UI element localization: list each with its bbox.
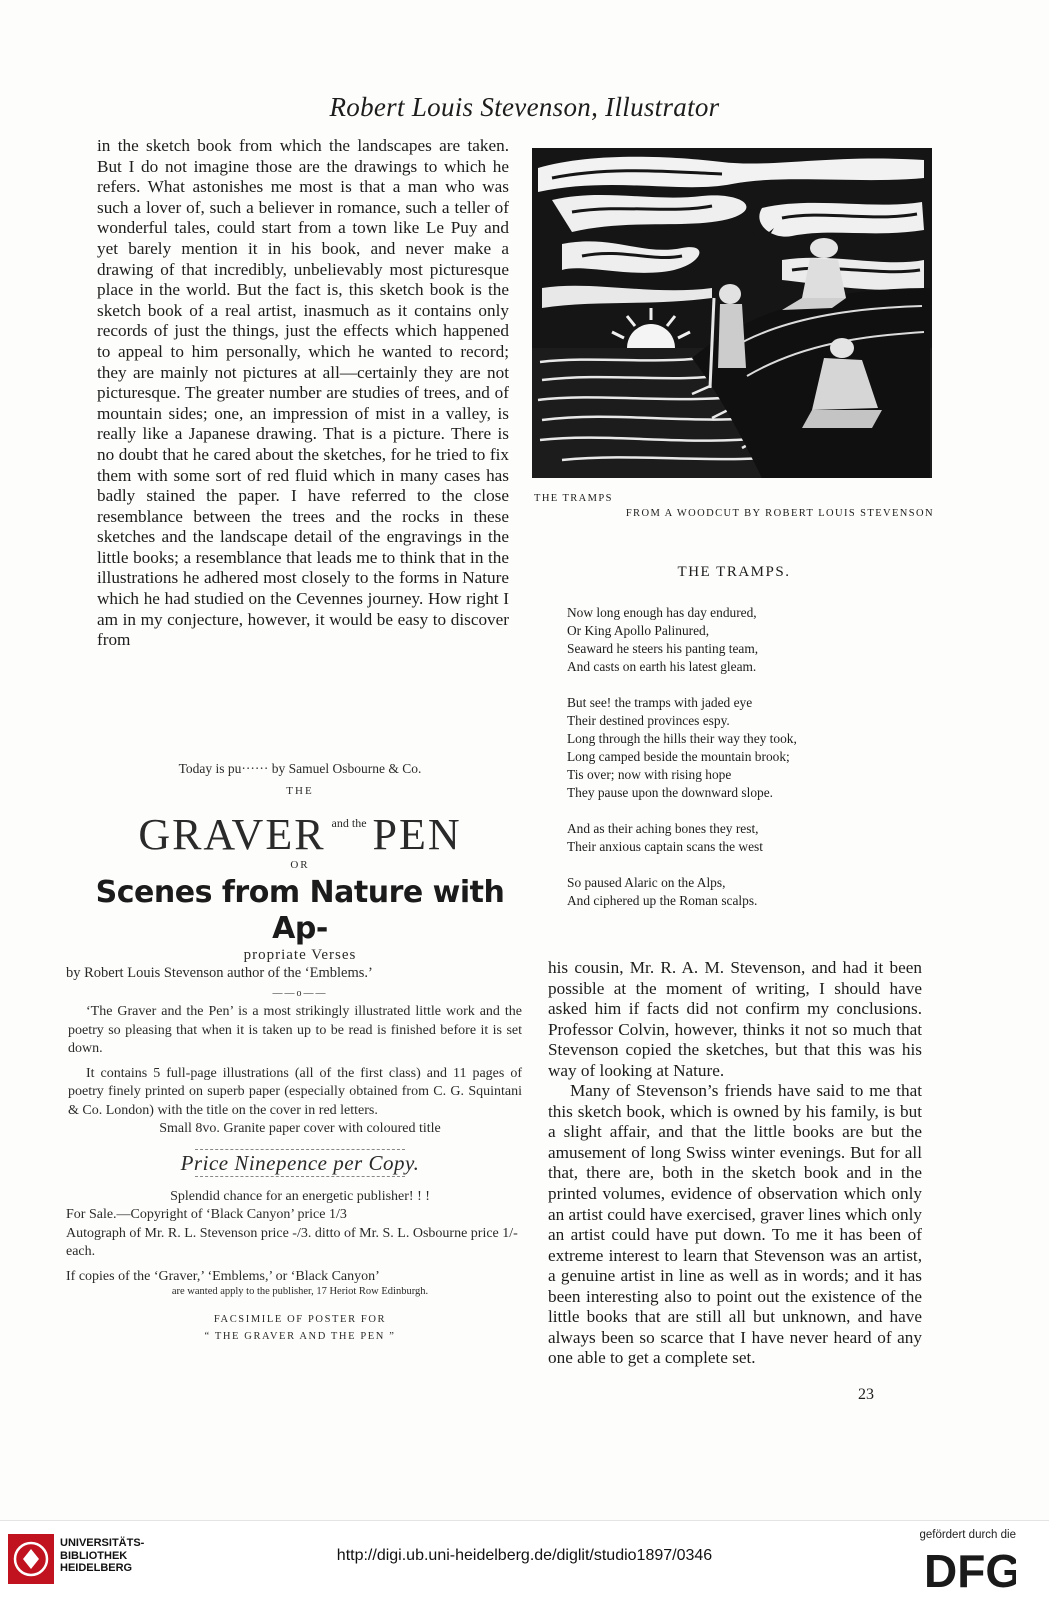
poster-price-text: Price Ninepence per Copy.: [180, 1150, 420, 1175]
poem-line: Seaward he steers his panting team,: [567, 641, 759, 656]
poem-line: And as their aching bones they rest,: [567, 821, 759, 836]
left-column: [97, 136, 509, 651]
poster-title-and-the: and the: [331, 816, 367, 830]
poster-title: [66, 799, 534, 859]
poster-title-graver: GRAVER: [138, 810, 326, 859]
poster-facsimile: [66, 755, 534, 1345]
poem-stanza-2: [567, 694, 927, 802]
poster-format: Small 8vo. Granite paper cover with coloured title: [159, 1121, 441, 1136]
library-name-line3: HEIDELBERG: [60, 1562, 133, 1574]
poster-contents: It contains 5 full-page illustrations (all of the first class) and 11 pages of poetry finely printed on superb paper (especially obtained from C. G. Squintani & Co. London) with the title on the cover in red letters.: [68, 1065, 522, 1118]
poem-line: So paused Alaric on the Alps,: [567, 875, 726, 890]
poem-line: Long through the hills their way they took,: [567, 731, 797, 746]
poem-title: THE TRAMPS.: [677, 564, 791, 580]
poem-line: Their anxious captain scans the west: [567, 839, 763, 854]
poem-stanza-4: [567, 874, 927, 910]
poster-caption-line2: “ THE GRAVER AND THE PEN ”: [204, 1331, 396, 1342]
dfg-logo-icon[interactable]: [924, 1547, 1016, 1597]
poster-caption: [66, 1311, 534, 1345]
price-rule-bottom: [195, 1176, 405, 1178]
poem-line: Their destined provinces espy.: [567, 713, 730, 728]
poster-title-pen: PEN: [372, 810, 462, 859]
poster-subtitle: Scenes from Nature with Ap-: [95, 875, 505, 946]
page-number: 23: [858, 1386, 874, 1403]
poster-description: ‘The Graver and the Pen’ is a most strikingly illustrated little work and the poetry so pleasing that when it is taken up to be read is finished before it is set down.: [68, 1004, 522, 1056]
permalink-url[interactable]: http://digi.ub.uni-heidelberg.de/diglit/studio1897/0346: [336, 1547, 713, 1564]
poster-or: OR: [290, 859, 310, 871]
poem-line: Tis over; now with rising hope: [567, 767, 732, 782]
running-head: Robert Louis Stevenson, Illustrator: [329, 92, 720, 122]
poster-byline: by Robert Louis Stevenson author of the ‘Emblems.’: [66, 965, 373, 981]
poster-address: are wanted apply to the publisher, 17 Heriot Row Edinburgh.: [171, 1286, 429, 1297]
poem: [567, 604, 927, 928]
poem-line: Now long enough has day endured,: [567, 605, 757, 620]
library-name-line1: UNIVERSITÄTS-: [60, 1537, 145, 1549]
poem-stanza-1: [567, 604, 927, 676]
poem-stanza-3: [567, 820, 927, 856]
poem-line: They pause upon the downward slope.: [567, 785, 774, 800]
right-column-paragraph-1: his cousin, Mr. R. A. M. Stevenson, and had it been possible at the moment of writing, I should have asked him if facts did not confirm my conclusions. Professor Colvin, however, thinks it not so much that Stevenson copied the sketches, but that this was his way of looking at Nature.: [548, 958, 922, 1080]
figure-caption-title: THE TRAMPS: [534, 493, 613, 504]
poster-the: THE: [286, 785, 314, 797]
funding-note: gefördert durch die: [919, 1529, 1016, 1541]
right-column: [548, 958, 922, 1369]
poster-for-sale: For Sale.—Copyright of ‘Black Canyon’ price 1/3: [66, 1207, 347, 1222]
poem-line: And ciphered up the Roman scalps.: [567, 893, 758, 908]
figure-caption: [534, 491, 934, 521]
poem-line: Or King Apollo Palinured,: [567, 623, 710, 638]
poem-line: Long camped beside the mountain brook;: [567, 749, 790, 764]
poem-line: But see! the tramps with jaded eye: [567, 695, 753, 710]
poster-caption-line1: FACSIMILE OF POSTER FOR: [213, 1314, 387, 1325]
left-column-text: in the sketch book from which the landscapes are taken. But I do not imagine those are the drawings to which he refers. What astonishes me most is that a man who was such a lover of, such a believer in romance, such a teller of wonderful tales, could start from a town like Le Puy and yet barely mention it in his book, and never make a drawing of that incredibly, unbelievably most picturesque place in the world. But the fact is, this sketch book is the sketch book of a real artist, inasmuch as it contains only records of just the things, just the effects which happened to appeal to him personally, which he wanted to record; they are mainly not pictures at all—certainly they are not picturesque. The greater number are studies of trees, and of mountain sides; one, an impression of mist in a valley, is really like a Japanese drawing. That is a picture. There is no doubt that he cared about the sketches, for he tried to fix them with some sort of red fluid which in many cases has badly stained the paper. I have referred to the close resemblance between the trees and the rocks in these sketches and the landscape detail of the engravings in the little books; a resemblance that leads me to think that in the illustrations he adhered most closely to the forms in Nature which he had studied on the Cevennes journey. How right I am in my conjecture, however, it would be easy to discover from: [97, 136, 509, 650]
figure-caption-credit: FROM A WOODCUT BY ROBERT LOUIS STEVENSON: [625, 508, 934, 519]
woodcut-illustration: [532, 148, 932, 478]
poster-price: [66, 1149, 534, 1178]
poster-subtitle-cont: propriate Verses: [243, 947, 357, 963]
poem-line: And casts on earth his latest gleam.: [567, 659, 757, 674]
right-column-paragraph-2: Many of Stevenson’s friends have said to me that this sketch book, which is owned by his family, is but a slight affair, and that the little books are but the amusement of long Swiss winter evenings. But for all that, there are, both in the sketch book and in the printed volumes, evidence of observation which only an artist could have exercised, graver lines which only an artist could have put down. To me it has been of extreme interest to learn that Stevenson was an artist, a genuine artist in line as well as in words; and it has been interesting also to point out the existence of the little books that are still all but unknown, and have always been so scarce that I have never heard of any one able to get a complete set.: [548, 1081, 922, 1368]
dfg-logo-text: DFG: [924, 1547, 1016, 1593]
poster-copies: If copies of the ‘Graver,’ ‘Emblems,’ or ‘Black Canyon’: [66, 1268, 380, 1284]
poster-publisher-line: Today is pu······ by Samuel Osbourne & Co.: [178, 761, 422, 776]
woodcut-image: [532, 148, 932, 478]
poster-separator: ——o——: [272, 988, 328, 999]
poster-splendid: Splendid chance for an energetic publisher! ! !: [170, 1188, 430, 1204]
poster-autograph: Autograph of Mr. R. L. Stevenson price -/3. ditto of Mr. S. L. Osbourne price 1/- each.: [66, 1225, 518, 1259]
library-name-line2: BIBLIOTHEK: [60, 1549, 128, 1562]
footer-bar: [0, 1520, 1049, 1601]
